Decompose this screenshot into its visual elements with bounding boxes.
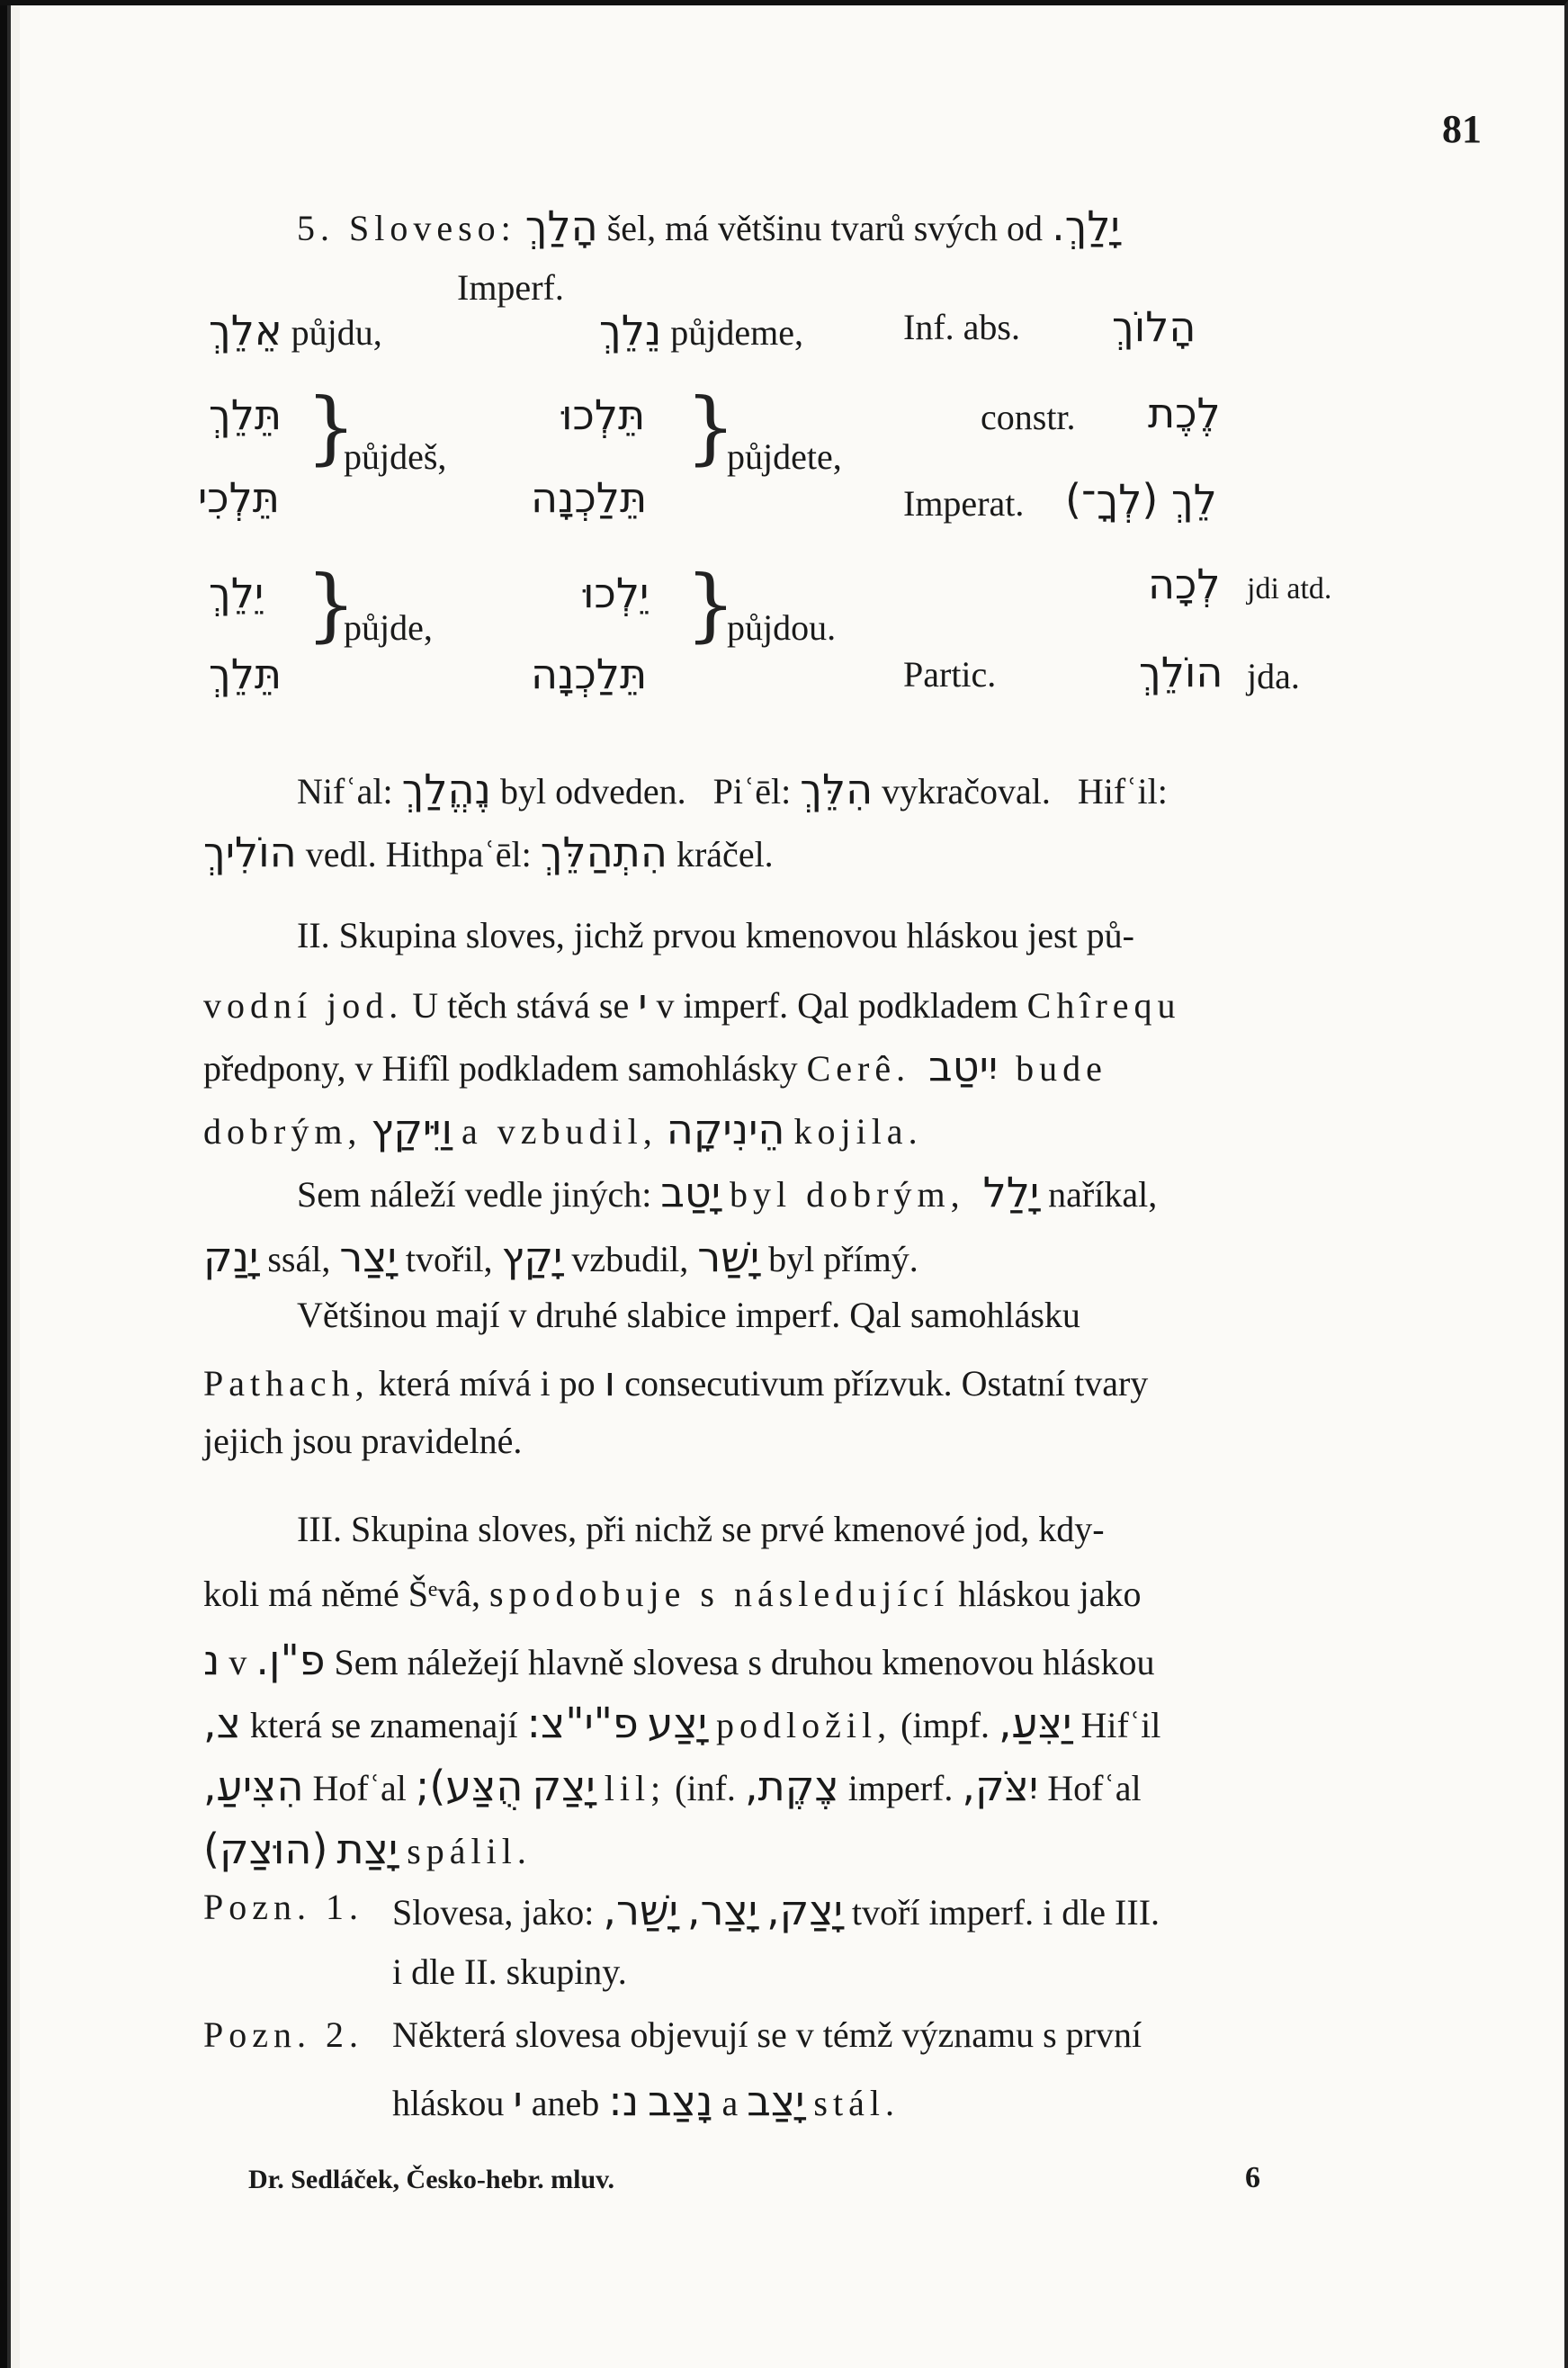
- hebrew-word: לְכָה: [1148, 560, 1221, 608]
- hebrew-word: יִיטַב: [928, 1042, 999, 1090]
- hebrew-word: הָלוֹךְ: [1112, 302, 1196, 351]
- section-2-line-3: [203, 1042, 1107, 1090]
- translation: půjdeme,: [670, 312, 804, 353]
- text: kráčel.: [676, 834, 774, 875]
- translation: jdi atd.: [1247, 572, 1332, 605]
- hebrew-letter: נ: [203, 1636, 220, 1684]
- section-2-line-5: [297, 1168, 1158, 1216]
- hebrew-word: הִתְהַלֵּךְ: [540, 828, 668, 876]
- hebrew-word: תֵּלֵךְ: [209, 650, 282, 698]
- text: v imperf. Qal podkladem: [656, 985, 1018, 1026]
- hebrew-word: יָצַר: [339, 1233, 397, 1281]
- page-number: 81: [1442, 107, 1482, 151]
- text: Sem náležejí hlavně slovesa s druhou kmenovou hláskou: [334, 1642, 1155, 1682]
- section-5-heading: [297, 202, 1120, 250]
- text: stál.: [813, 2083, 900, 2123]
- section-2-line-6: [203, 1233, 918, 1281]
- nifal-line-1: [297, 765, 1168, 813]
- text: a: [721, 2083, 739, 2123]
- hebrew-word: נֶהֱלַךְ: [401, 765, 491, 813]
- hebrew-word: יָצַק,: [766, 1886, 843, 1934]
- text: (impf.: [900, 1705, 990, 1745]
- hebrew-word: הִלֵּךְ: [800, 765, 874, 813]
- footer-author: Dr. Sedláček, Česko-hebr. mluv.: [248, 2165, 614, 2194]
- hebrew-word: הִצִּיעַ,: [203, 1762, 304, 1810]
- text: vykračoval.: [882, 771, 1051, 812]
- text: Cerê.: [806, 1048, 911, 1089]
- hebrew-word: יָטַב: [660, 1168, 721, 1216]
- hebrew-word: תֵּלַכְנָה: [531, 473, 648, 522]
- text: hláskou: [392, 2083, 505, 2123]
- translation: půjdou.: [727, 607, 837, 648]
- text: která mívá i po: [378, 1363, 596, 1404]
- hebrew-word: הֵינִיקָה: [666, 1105, 785, 1153]
- section-2-line-2: [203, 979, 1181, 1027]
- text: vzbudil,: [571, 1239, 689, 1279]
- hebrew-word: יָשַׁר: [697, 1233, 760, 1281]
- text: podložil,: [716, 1705, 892, 1745]
- note-1-line-2: i dle II. skupiny.: [392, 1951, 627, 1992]
- hebrew-word: יָצַק: [532, 1762, 596, 1810]
- hebrew-word: צֶקֶת,: [744, 1762, 839, 1810]
- label: Hifʿil:: [1077, 771, 1168, 812]
- page-binding-edge: [0, 5, 20, 2368]
- hebrew-word: נֵלֵךְ: [599, 306, 662, 354]
- note-1-label: Pozn. 1.: [203, 1887, 363, 1927]
- hebrew-word: לֶכֶת: [1148, 389, 1221, 437]
- text: spodobuje s následující: [488, 1574, 950, 1614]
- label: Nifʿal:: [297, 771, 393, 812]
- text: Sem náleží vedle jiných:: [297, 1174, 652, 1215]
- hebrew-word: תֵּלַכְנָה: [531, 650, 648, 698]
- brace: }: [306, 381, 356, 473]
- section-2-line-8: [203, 1357, 1149, 1405]
- translation: půjdu,: [291, 312, 382, 353]
- hebrew-word: (הוּצַק): [203, 1825, 328, 1873]
- text: consecutivum přízvuk. Ostatní tvary: [624, 1363, 1149, 1404]
- text: lil;: [604, 1768, 667, 1808]
- text: kojila.: [793, 1111, 923, 1152]
- section-2-line-7: Většinou mají v druhé slabice imperf. Qal samohlásku: [297, 1295, 1080, 1335]
- section-2-line-9: jejich jsou pravidelné.: [203, 1421, 523, 1461]
- hebrew-word: יָצַב: [747, 2076, 805, 2125]
- section-3-line-4: [203, 1699, 1161, 1747]
- hebrew-word: יָלַל: [982, 1168, 1040, 1216]
- hebrew-word: פ"י"צ:: [526, 1699, 639, 1747]
- hebrew-letter: צ,: [203, 1699, 241, 1747]
- text: ssál,: [267, 1239, 331, 1279]
- section-3-line-5: [203, 1762, 1142, 1810]
- text: imperf.: [847, 1768, 954, 1808]
- translation: půjde,: [344, 607, 433, 648]
- section-3-line-2: [203, 1576, 1142, 1612]
- text: byl dobrým,: [730, 1174, 965, 1215]
- text: dobrým,: [203, 1111, 363, 1152]
- text: spálil.: [407, 1831, 532, 1871]
- text: a vzbudil,: [461, 1111, 658, 1152]
- hebrew-word: פ"ן.: [255, 1636, 326, 1684]
- hebrew-word: יָנַק: [203, 1233, 259, 1281]
- text: Hofʿal: [1047, 1768, 1142, 1808]
- brace: }: [306, 558, 356, 650]
- partic-label: Partic.: [903, 654, 997, 695]
- text: bude: [1016, 1048, 1107, 1089]
- hebrew-word: תֵּלֵךְ: [209, 390, 282, 439]
- hebrew-letter: ו: [604, 1357, 616, 1405]
- hebrew-word: תֵּלְכוּ: [561, 390, 646, 439]
- section-3-line-6: [203, 1825, 532, 1873]
- hebrew-word: תֵּלְכִי: [198, 473, 280, 522]
- hebrew-word: יֵלְכוּ: [583, 569, 650, 617]
- conj-row-1-c: Inf. abs.: [903, 307, 1020, 347]
- hebrew-word: הֻצַּע);: [415, 1762, 524, 1810]
- section-5-text: šel, má většinu tvarů svých od: [606, 208, 1044, 248]
- hebrew-word: נָצַב: [648, 2076, 713, 2125]
- imperat-label: Imperat.: [903, 483, 1025, 524]
- note-1-line-1: [392, 1886, 1160, 1934]
- hebrew-word: יָצַת: [336, 1825, 399, 1873]
- text: U těch stává se: [412, 985, 630, 1026]
- hebrew-word: הוֹלֵךְ: [1139, 648, 1223, 696]
- hebrew-word: לֵךְ (לְךָ־): [1065, 475, 1217, 524]
- section-5-label: 5. Sloveso:: [297, 208, 516, 248]
- text: Slovesa, jako:: [392, 1892, 595, 1933]
- hebrew-word: יָצַר,: [686, 1886, 758, 1934]
- translation: půjdeš,: [344, 436, 447, 477]
- hebrew-word: אֵלֵךְ: [209, 306, 282, 354]
- section-2-line-4: [203, 1105, 923, 1153]
- note-2-label: Pozn. 2.: [203, 2014, 363, 2055]
- hebrew-word: יָשַׁר,: [603, 1886, 678, 1934]
- hebrew-word: יָלַךְ.: [1052, 202, 1120, 250]
- hebrew-word: יַצִּעַ,: [999, 1699, 1072, 1747]
- translation: půjdete,: [727, 436, 842, 477]
- text: tvořil,: [405, 1239, 493, 1279]
- translation: jda.: [1247, 656, 1300, 696]
- text: byl odveden.: [499, 771, 686, 812]
- signature-number: 6: [1245, 2161, 1260, 2194]
- text: v: [228, 1642, 247, 1682]
- section-2-line-1: II. Skupina sloves, jichž prvou kmenovou hláskou jest pů-: [297, 915, 1134, 955]
- text: naříkal,: [1048, 1174, 1158, 1215]
- brace: }: [685, 558, 736, 650]
- text: vodní jod.: [203, 985, 404, 1026]
- brace: }: [685, 381, 736, 473]
- text: Hofʿal: [312, 1768, 407, 1808]
- note-2-line-2: [392, 2076, 900, 2125]
- hebrew-letter: י: [513, 2076, 523, 2125]
- hebrew-word: הָלַךְ: [524, 202, 598, 250]
- text: předpony, v Hifîl podkladem samohlásky: [203, 1048, 798, 1089]
- imperf-label: Imperf.: [457, 267, 564, 308]
- hebrew-word: יָצַע: [647, 1699, 708, 1747]
- hebrew-word: יָקַץ: [501, 1233, 563, 1281]
- text: (inf.: [675, 1768, 736, 1808]
- hebrew-word: הוֹלִיךְ: [203, 828, 297, 876]
- section-3-line-3: [203, 1636, 1155, 1684]
- text: vedl. Hithpaʿēl:: [305, 834, 532, 875]
- hebrew-word: וַיִּיקַץ: [371, 1105, 452, 1153]
- hebrew-word: יֵלֵךְ: [209, 569, 264, 617]
- text: tvoří imperf. i dle III.: [851, 1892, 1160, 1933]
- hebrew-letter: י: [638, 979, 648, 1027]
- nifal-line-2: [203, 828, 774, 876]
- hebrew-letter: נ:: [608, 2076, 640, 2125]
- text: Chîrequ: [1026, 985, 1181, 1026]
- hebrew-word: יִצֹּק,: [962, 1762, 1039, 1810]
- conj-row-1-b: [599, 306, 804, 354]
- text: koli má němé Šᵉvâ,: [203, 1574, 480, 1614]
- constr-label: constr.: [981, 397, 1076, 437]
- conj-row-1-a: [209, 306, 382, 354]
- note-2-line-1: Některá slovesa objevují se v témž významu s první: [392, 2014, 1142, 2055]
- text: hláskou jako: [958, 1574, 1142, 1614]
- text: Hifʿil: [1080, 1705, 1161, 1745]
- text: aneb: [531, 2083, 600, 2123]
- text: která se znamenají: [249, 1705, 518, 1745]
- text: byl přímý.: [768, 1239, 918, 1279]
- label: Piʿēl:: [712, 771, 792, 812]
- section-3-line-1: III. Skupina sloves, při nichž se prvé kmenové jod, kdy-: [297, 1509, 1105, 1549]
- text: Pathach,: [203, 1363, 370, 1404]
